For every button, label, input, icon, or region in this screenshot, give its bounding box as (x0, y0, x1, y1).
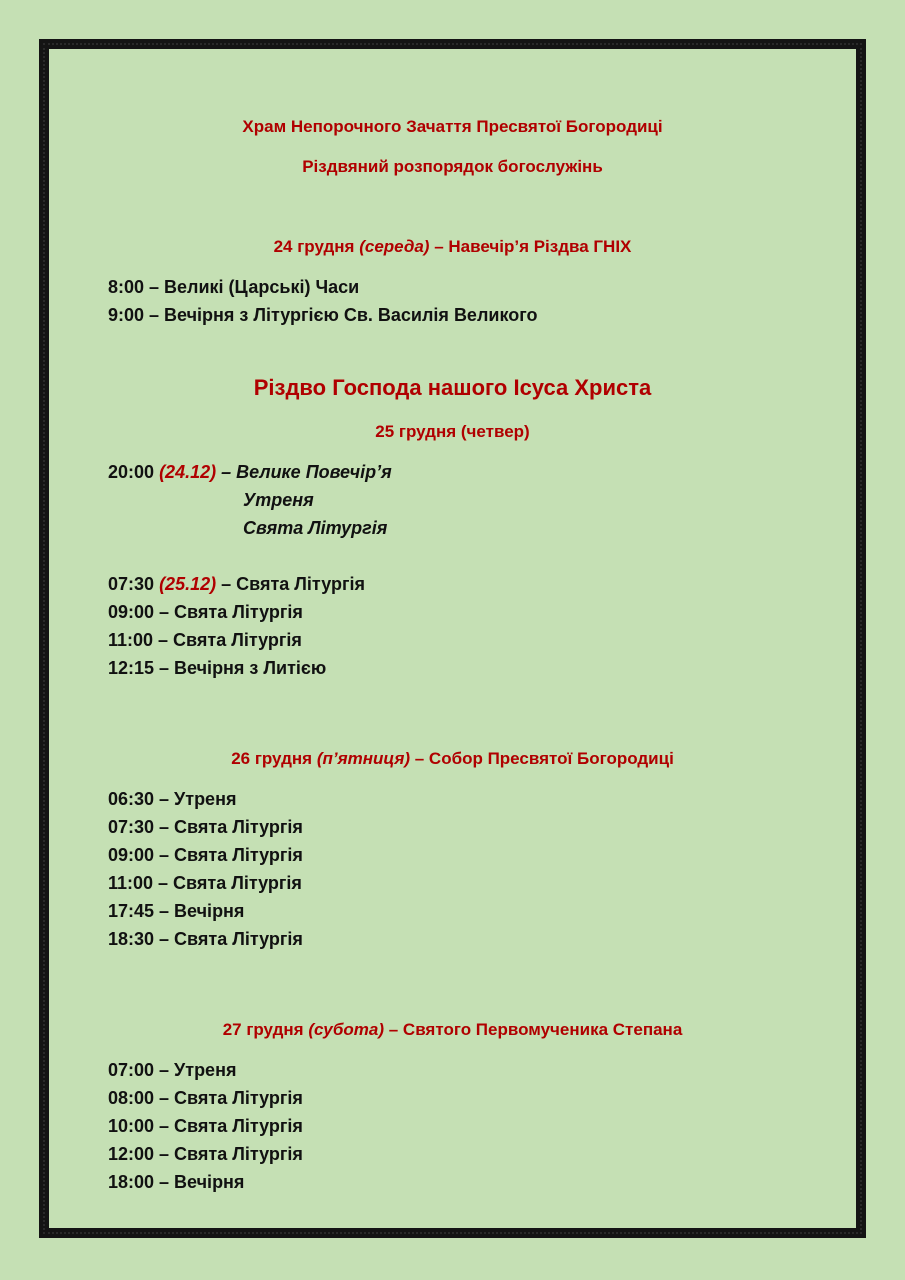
day27-heading (0, 1020, 905, 1040)
day24-item: 9:00 – Вечірня з Літургією Св. Василія Великого (108, 305, 538, 325)
christmas-item: 11:00 – Свята Літургія (108, 630, 302, 650)
day27-date: 27 грудня (222, 1020, 304, 1039)
eve-time: 20:00 (108, 462, 155, 482)
day26-item: 07:30 – Свята Літургія (108, 817, 303, 837)
eve-date: (24.12) (159, 462, 217, 482)
schedule-subtitle: Різдвяний розпорядок богослужінь (302, 157, 603, 176)
day26-weekday: (п’ятниця) (316, 749, 411, 768)
first-date: (25.12) (159, 574, 217, 594)
eve-service: Свята Літургія (243, 518, 388, 538)
day26-heading (0, 749, 905, 769)
day26-date: 26 грудня (231, 749, 313, 768)
eve-service: Утреня (243, 490, 314, 510)
day27-weekday: (субота) (308, 1020, 385, 1039)
day27-item: 08:00 – Свята Літургія (108, 1088, 303, 1108)
church-title: Храм Непорочного Зачаття Пресвятої Богородиці (242, 117, 663, 136)
first-service: – Свята Літургія (221, 574, 365, 594)
christmas-title: Різдво Господа нашого Ісуса Христа (253, 375, 652, 400)
day26-item: 17:45 – Вечірня (108, 901, 245, 921)
day26-item: 18:30 – Свята Літургія (108, 929, 303, 949)
day27-item: 18:00 – Вечірня (108, 1172, 245, 1192)
day27-item: 10:00 – Свята Літургія (108, 1116, 303, 1136)
day26-feast: – Собор Пресвятої Богородиці (414, 749, 674, 768)
day26-item: 06:30 – Утреня (108, 789, 237, 809)
christmas-first-row (108, 574, 365, 595)
day27-feast: – Святого Первомученика Степана (388, 1020, 683, 1039)
christmas-item: 12:15 – Вечірня з Литією (108, 658, 327, 678)
christmas-date: 25 грудня (четвер) (375, 422, 530, 441)
christmas-item: 09:00 – Свята Літургія (108, 602, 303, 622)
first-time: 07:30 (108, 574, 155, 594)
day24-date: 24 грудня (273, 237, 355, 256)
day24-heading (0, 237, 905, 257)
day24-feast: – Навечір’я Різдва ГНІХ (434, 237, 632, 256)
day24-item: 8:00 – Великі (Царські) Часи (108, 277, 360, 297)
day27-item: 07:00 – Утреня (108, 1060, 237, 1080)
day27-item: 12:00 – Свята Літургія (108, 1144, 303, 1164)
day24-weekday: (середа) (359, 237, 430, 256)
christmas-eve-row (108, 462, 392, 483)
eve-service: – Велике Повечір’я (221, 462, 392, 482)
day26-item: 09:00 – Свята Літургія (108, 845, 303, 865)
day26-item: 11:00 – Свята Літургія (108, 873, 302, 893)
